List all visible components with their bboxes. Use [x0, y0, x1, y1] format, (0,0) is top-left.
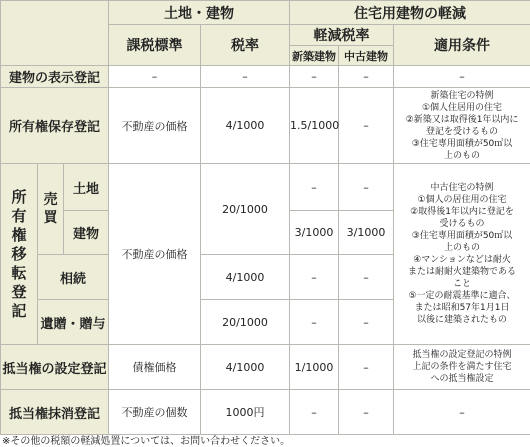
- row-label-building: 建物: [64, 211, 109, 255]
- condition-line: ③住宅専用面積が50㎡以: [411, 231, 513, 241]
- display-rate: –: [201, 66, 290, 88]
- condition-line: 登記を受けるもの: [426, 126, 499, 137]
- preservation-base: 不動産の価格: [109, 88, 201, 164]
- condition-line: ①個人住居用の住宅: [421, 102, 503, 113]
- display-used: –: [339, 66, 394, 88]
- footnote: ※その他の税額の軽減処置については、お問い合わせください。: [2, 436, 291, 447]
- header-housing-relief: 住宅用建物の軽減: [290, 1, 530, 25]
- land-new: –: [290, 164, 339, 211]
- condition-line: ④マンションなどは耐火: [413, 255, 511, 265]
- condition-line: 以後に建築されたもの: [417, 315, 508, 325]
- preservation-new: 1.5/1000: [290, 88, 339, 164]
- condition-line: または昭和57年1月1日: [414, 303, 510, 313]
- condition-line: ⑤一定の耐震基準に適合、: [408, 291, 516, 301]
- condition-line: 新築住宅の特例: [430, 90, 494, 101]
- preservation-rate: 4/1000: [201, 88, 290, 164]
- sale-rate: 20/1000: [201, 164, 290, 255]
- row-label-land: 土地: [64, 164, 109, 211]
- header-tax-rate: 税率: [201, 25, 290, 66]
- display-cond: –: [394, 66, 530, 88]
- condition-line: ①個人の居住用の住宅: [417, 195, 507, 205]
- row-label-sale: 売 買: [38, 164, 64, 255]
- condition-line: ③住宅専用面積が50㎡以: [411, 138, 513, 149]
- row-label-transfer: 所 有 権 移 転 登 記: [1, 164, 38, 345]
- inheritance-new: –: [290, 255, 339, 300]
- cancel-cond: –: [394, 390, 530, 435]
- mortgage-rate: 4/1000: [201, 345, 290, 390]
- display-new: –: [290, 66, 339, 88]
- mortgage-new: 1/1000: [290, 345, 339, 390]
- header-new-building: 新築建物: [290, 46, 339, 66]
- gift-used: –: [339, 300, 394, 345]
- header-conditions: 適用条件: [394, 25, 530, 66]
- building-new: 3/1000: [290, 211, 339, 255]
- gift-rate: 20/1000: [201, 300, 290, 345]
- header-land-building: 土地・建物: [109, 1, 290, 25]
- cancel-base: 不動産の個数: [109, 390, 201, 435]
- preservation-conditions: [394, 88, 530, 164]
- condition-line: への抵当権設定: [430, 374, 494, 384]
- condition-line: 中古住宅の特例: [430, 183, 494, 193]
- row-label-cancel: 抵当権抹消登記: [1, 390, 109, 435]
- building-used: 3/1000: [339, 211, 394, 255]
- row-label-mortgage: 抵当権の設定登記: [1, 345, 109, 390]
- display-base: –: [109, 66, 201, 88]
- row-label-gift: 遺贈・贈与: [38, 300, 109, 345]
- condition-line: 抵当権の設定登記の特例: [412, 350, 512, 360]
- condition-line: ②取得後1年以内に登記を: [410, 207, 514, 217]
- condition-line: 上記の条件を満たす住宅: [412, 362, 512, 372]
- condition-line: こと: [453, 279, 472, 289]
- preservation-used: –: [339, 88, 394, 164]
- condition-line: ②新築又は取得後1年以内に: [405, 114, 519, 125]
- inheritance-used: –: [339, 255, 394, 300]
- mortgage-base: 債権価格: [109, 345, 201, 390]
- cancel-new: –: [290, 390, 339, 435]
- condition-line: 上のもの: [444, 150, 481, 161]
- condition-line: 受けるもの: [439, 219, 485, 229]
- row-label-inheritance: 相続: [38, 255, 109, 300]
- header-tax-base: 課税標準: [109, 25, 201, 66]
- cancel-used: –: [339, 390, 394, 435]
- transfer-base: 不動産の価格: [109, 164, 201, 345]
- header-reduced-rate: 軽減税率: [290, 25, 394, 46]
- header-used-building: 中古建物: [339, 46, 394, 66]
- row-label-preservation: 所有権保存登記: [1, 88, 109, 164]
- corner-blank: [1, 1, 109, 66]
- gift-new: –: [290, 300, 339, 345]
- condition-line: または耐耐火建築物である: [408, 267, 517, 277]
- transfer-conditions: [394, 164, 530, 345]
- inheritance-rate: 4/1000: [201, 255, 290, 300]
- mortgage-used: –: [339, 345, 394, 390]
- condition-line: 上のもの: [444, 243, 481, 253]
- cancel-rate: 1000円: [201, 390, 290, 435]
- land-used: –: [339, 164, 394, 211]
- row-label-display: 建物の表示登記: [1, 66, 109, 88]
- mortgage-conditions: [394, 345, 530, 390]
